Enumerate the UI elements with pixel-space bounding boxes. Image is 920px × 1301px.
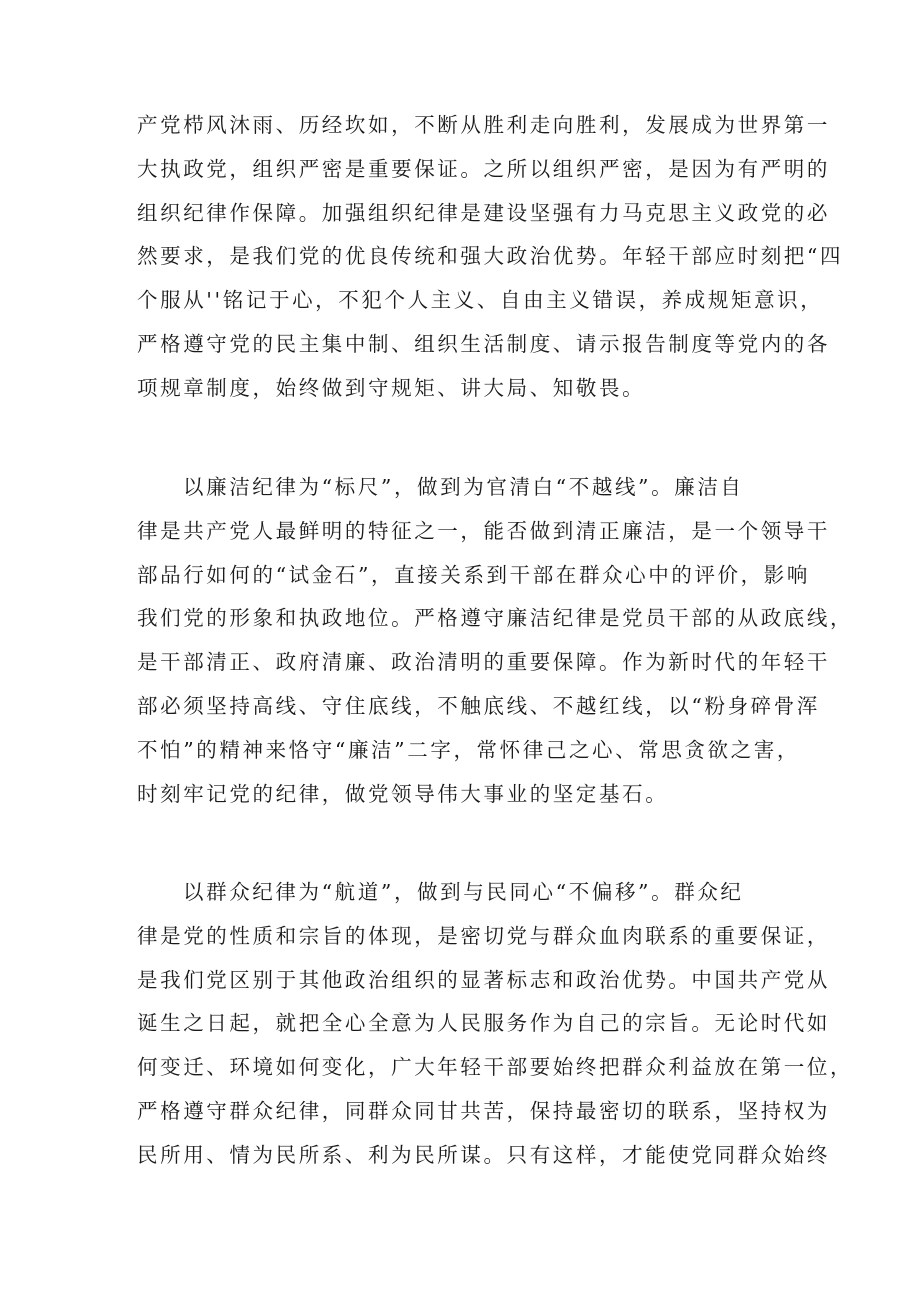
text-line: 部必须坚持高线、守住底线，不触底线、不越红线，以“粉身碎骨浑 bbox=[137, 693, 820, 718]
text-line: 部品行如何的“试金石”，直接关系到干部在群众心中的评价，影响 bbox=[137, 562, 810, 587]
text-line: 是干部清正、政府清廉、政治清明的重要保障。作为新时代的年轻干 bbox=[137, 650, 830, 675]
text-line: 时刻牢记党的纪律，做党领导伟大事业的坚定基石。 bbox=[137, 781, 669, 806]
text-line: 律是党的性质和宗旨的体现，是密切党与群众血肉联系的重要保证， bbox=[137, 923, 830, 948]
paragraph-organization-discipline bbox=[137, 104, 844, 411]
text-line: 是我们党区别于其他政治组织的显著标志和政治优势。中国共产党从 bbox=[137, 967, 830, 992]
paragraph-mass-discipline bbox=[137, 871, 854, 1178]
text-line: 律是共产党人最鲜明的特征之一，能否做到清正廉洁，是一个领导干 bbox=[137, 518, 830, 543]
text-line: 产党栉风沐雨、历经坎如，不断从胜利走向胜利，发展成为世界第一 bbox=[137, 113, 830, 137]
text-line: 不怕”的精神来恪守“廉洁”二字，常怀律己之心、常思贪欲之害， bbox=[137, 737, 800, 762]
text-line: 个服从''铭记于心，不犯个人主义、自由主义错误，养成规矩意识， bbox=[137, 288, 824, 313]
paragraph-heading-line: 以廉洁纪律为“标尺”，做到为官清白“不越线”。廉洁自 bbox=[183, 475, 744, 499]
text-line: 项规章制度，始终做到守规矩、讲大局、知敬畏。 bbox=[137, 375, 646, 400]
text-line: 大执政党，组织严密是重要保证。之所以组织严密，是因为有严明的 bbox=[137, 156, 830, 181]
paragraph-heading-line: 以群众纪律为“航道”，做到与民同心“不偏移”。群众纪 bbox=[183, 880, 744, 904]
text-line: 严格遵守党的民主集中制、组织生活制度、请示报告制度等党内的各 bbox=[137, 331, 830, 356]
text-line: 组织纪律作保障。加强组织纪律是建设坚强有力马克思主义政党的必 bbox=[137, 200, 830, 225]
text-line: 民所用、情为民所系、利为民所谋。只有这样，才能使党同群众始终 bbox=[137, 1142, 830, 1167]
text-line: 我们党的形象和执政地位。严格遵守廉洁纪律是党员干部的从政底线， bbox=[137, 606, 854, 631]
text-line: 然要求，是我们党的优良传统和强大政治优势。年轻干部应时刻把“四 bbox=[137, 244, 844, 269]
text-line: 诞生之日起，就把全心全意为人民服务作为自己的宗旨。无论时代如 bbox=[137, 1011, 830, 1036]
paragraph-integrity-discipline bbox=[137, 466, 854, 816]
text-line: 严格遵守群众纪律，同群众同甘共苦，保持最密切的联系，坚持权为 bbox=[137, 1098, 830, 1123]
text-line: 何变迁、环境如何变化，广大年轻干部要始终把群众利益放在第一位， bbox=[137, 1055, 854, 1080]
